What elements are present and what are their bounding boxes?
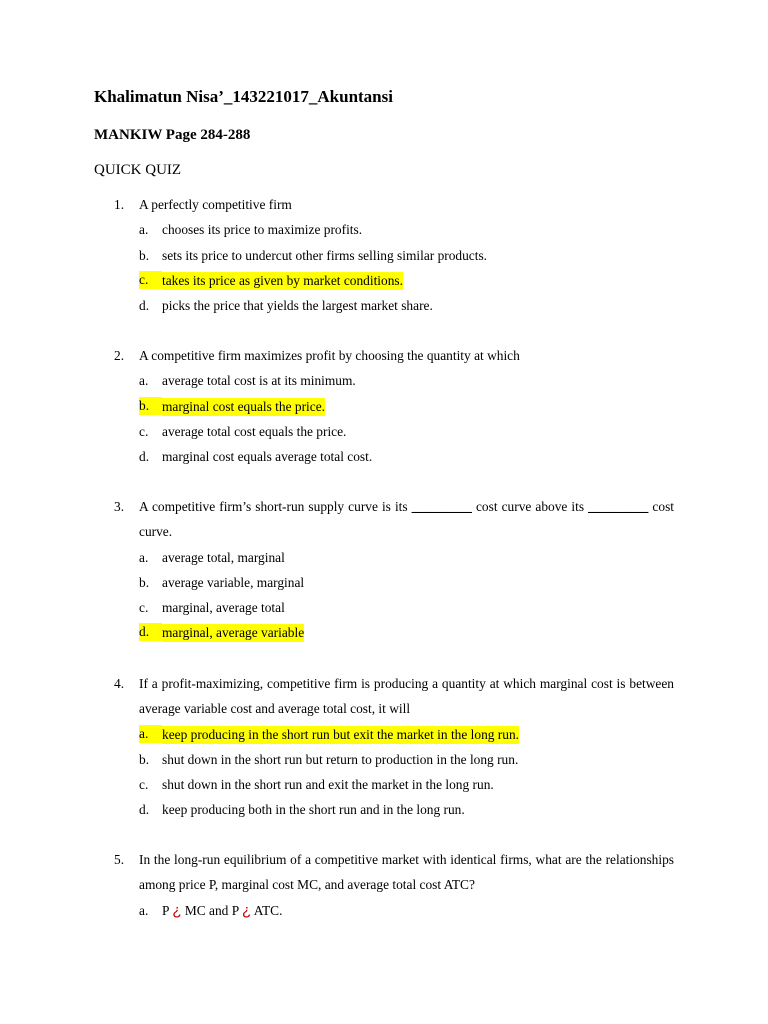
question-text: If a profit-maximizing, competitive firm is producing a quantity at which marginal cost is between average variable cost and average total cost, it will xyxy=(139,676,674,717)
option-d xyxy=(114,444,674,469)
unrendered-symbol: ¿ xyxy=(242,901,252,919)
option-text: shut down in the short run but return to production in the long run. xyxy=(162,751,519,767)
option-text: picks the price that yields the largest market share. xyxy=(162,298,433,314)
question-stem xyxy=(114,343,674,368)
option-letter: b. xyxy=(139,247,150,263)
option-text: chooses its price to maximize profits. xyxy=(162,222,363,238)
option-d xyxy=(114,293,674,318)
option-text: sets its price to undercut other firms selling similar products. xyxy=(162,247,488,263)
option-text: average total cost is at its minimum. xyxy=(162,373,356,389)
question-text-part: A competitive firm’s short-run supply curve is its xyxy=(139,499,412,514)
option-b xyxy=(114,747,674,772)
option-a xyxy=(114,898,674,923)
options-list xyxy=(114,722,674,823)
option-letter: a. xyxy=(139,725,162,743)
question-text: In the long-run equilibrium of a competitive market with identical firms, what are the relationships among price P, marginal cost MC, and average total cost ATC? xyxy=(139,852,674,893)
option-text-part: P xyxy=(162,902,173,918)
question-number: 2. xyxy=(114,348,125,363)
question-stem xyxy=(114,494,674,545)
option-letter: b. xyxy=(139,397,162,415)
option-letter: c. xyxy=(139,777,149,793)
option-letter: a. xyxy=(139,549,149,565)
unrendered-symbol: ¿ xyxy=(172,901,182,919)
option-text: average total, marginal xyxy=(162,549,285,565)
option-b xyxy=(114,243,674,268)
option-c-highlighted xyxy=(114,268,674,293)
option-a xyxy=(114,368,674,393)
option-b-highlighted xyxy=(114,394,674,419)
option-letter: b. xyxy=(139,574,150,590)
question-5 xyxy=(114,847,674,923)
option-letter: c. xyxy=(139,271,162,289)
option-letter: d. xyxy=(139,298,150,314)
question-text-part: cost curve. xyxy=(139,499,674,540)
option-c xyxy=(114,595,674,620)
options-list xyxy=(114,217,674,318)
question-text-part: cost curve above its xyxy=(471,499,589,514)
option-letter: a. xyxy=(139,373,149,389)
question-3 xyxy=(114,494,674,646)
option-text-part: ATC. xyxy=(251,902,283,918)
question-stem xyxy=(114,847,674,898)
option-letter: a. xyxy=(139,222,149,238)
option-d-highlighted xyxy=(114,620,674,645)
question-number: 5. xyxy=(114,852,125,867)
option-letter: d. xyxy=(139,623,162,641)
option-letter: c. xyxy=(139,423,149,439)
option-d xyxy=(114,797,674,822)
option-text: keep producing both in the short run and in the long run. xyxy=(162,802,465,818)
option-text: marginal, average variable xyxy=(162,625,305,641)
option-b xyxy=(114,570,674,595)
option-text-part: MC and P xyxy=(181,902,242,918)
question-number: 4. xyxy=(114,676,125,691)
option-text: marginal cost equals average total cost. xyxy=(162,449,373,465)
question-2 xyxy=(114,343,674,469)
option-a-highlighted xyxy=(114,722,674,747)
document-title: Khalimatun Nisa’_143221017_Akuntansi xyxy=(94,87,393,106)
question-4 xyxy=(114,671,674,823)
option-letter: c. xyxy=(139,600,149,616)
question-number: 1. xyxy=(114,197,125,212)
option-text: takes its price as given by market conditions. xyxy=(162,272,403,288)
option-a xyxy=(114,545,674,570)
question-number: 3. xyxy=(114,499,125,514)
option-text: keep producing in the short run but exit the market in the long run. xyxy=(162,726,520,742)
option-c xyxy=(114,772,674,797)
option-text: shut down in the short run and exit the market in the long run. xyxy=(162,777,494,793)
option-text: marginal, average total xyxy=(162,600,285,616)
option-letter: b. xyxy=(139,751,150,767)
question-1 xyxy=(114,192,674,318)
fill-in-blank: _________ xyxy=(411,499,472,514)
options-list xyxy=(114,898,674,923)
question-stem xyxy=(114,192,674,217)
option-text: marginal cost equals the price. xyxy=(162,398,325,414)
fill-in-blank: _________ xyxy=(588,499,649,514)
document-subtitle: MANKIW Page 284-288 xyxy=(94,127,251,143)
options-list xyxy=(114,368,674,469)
question-stem xyxy=(114,671,674,722)
option-letter: a. xyxy=(139,902,149,918)
option-letter: d. xyxy=(139,802,150,818)
option-a xyxy=(114,217,674,242)
question-text: A perfectly competitive firm xyxy=(139,197,292,212)
question-text: A competitive firm maximizes profit by choosing the quantity at which xyxy=(139,348,520,363)
option-text: average total cost equals the price. xyxy=(162,423,347,439)
option-letter: d. xyxy=(139,449,150,465)
quiz-heading: QUICK QUIZ xyxy=(94,162,182,178)
option-c xyxy=(114,419,674,444)
option-text: average variable, marginal xyxy=(162,574,305,590)
options-list xyxy=(114,545,674,646)
